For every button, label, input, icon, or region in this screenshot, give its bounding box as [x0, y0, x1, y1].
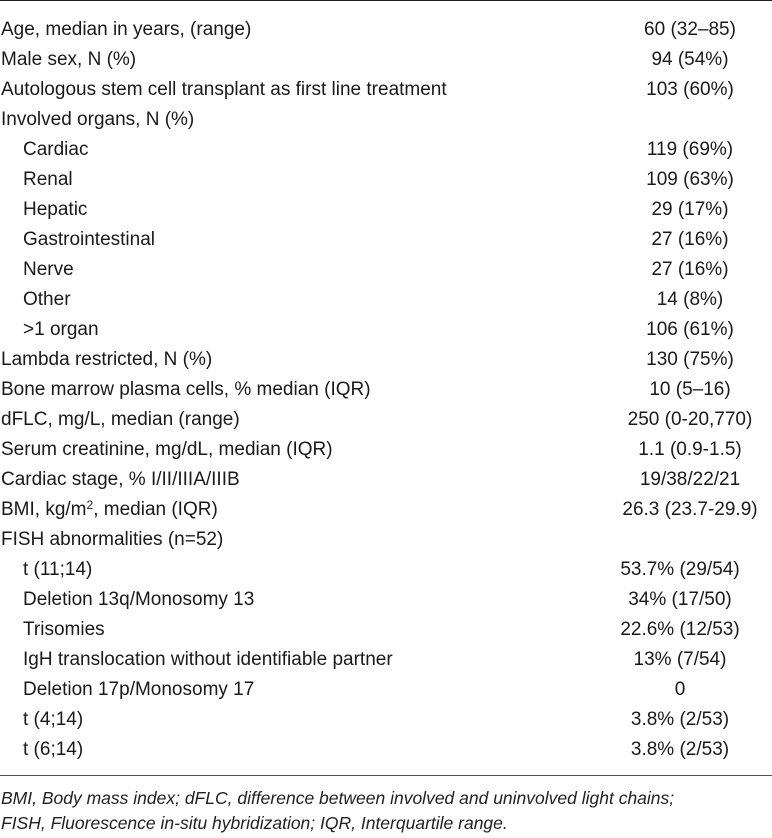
row-value: 26.3 (23.7-29.9)	[622, 499, 758, 520]
row-value: 10 (5–16)	[649, 379, 731, 400]
row-value: 53.7% (29/54)	[620, 559, 740, 580]
bmi-label-suffix: , median (IQR)	[93, 499, 218, 520]
row-label: t (11;14)	[23, 559, 93, 580]
table-row-bone-marrow-plasma-cells	[0, 375, 772, 405]
row-label: >1 organ	[23, 319, 99, 340]
row-label: Autologous stem cell transplant as first line treatment	[1, 79, 447, 100]
table-bottom-rule	[0, 775, 772, 776]
row-label: t (6;14)	[23, 739, 84, 760]
row-label: IgH translocation without identifiable partner	[23, 649, 393, 670]
footnote-line: BMI, Body mass index; dFLC, difference between involved and uninvolved light chains;	[1, 788, 675, 808]
row-label: Gastrointestinal	[23, 229, 156, 250]
table-footnote	[1, 786, 771, 836]
table-row-male-sex	[0, 45, 772, 75]
row-value: 3.8% (2/53)	[630, 709, 730, 730]
table-row-multi-organ	[0, 315, 772, 345]
row-value: 19/38/22/21	[639, 469, 741, 490]
row-value: 27 (16%)	[651, 259, 729, 280]
table-row-involved-organs-header	[0, 105, 772, 135]
row-value: 103 (60%)	[646, 79, 734, 100]
table-row-deletion-13q	[0, 585, 772, 615]
row-label: Involved organs, N (%)	[1, 109, 195, 130]
table-row-renal	[0, 165, 772, 195]
row-label: Trisomies	[23, 619, 105, 640]
table-row-age	[0, 15, 772, 45]
table-row-trisomies	[0, 615, 772, 645]
row-label: dFLC, mg/L, median (range)	[1, 409, 240, 430]
table-row-t-6-14	[0, 735, 772, 765]
table-row-cardiac-stage	[0, 465, 772, 495]
row-value: 1.1 (0.9-1.5)	[638, 439, 742, 460]
table-row-hepatic	[0, 195, 772, 225]
table-row-cardiac	[0, 135, 772, 165]
table-row-gastrointestinal	[0, 225, 772, 255]
table-row-igh-translocation	[0, 645, 772, 675]
table-row-t-4-14	[0, 705, 772, 735]
row-label: Deletion 13q/Monosomy 13	[23, 589, 255, 610]
row-value: 94 (54%)	[651, 49, 729, 70]
table-row-serum-creatinine	[0, 435, 772, 465]
row-label: t (4;14)	[23, 709, 84, 730]
row-label: Male sex, N (%)	[1, 49, 137, 70]
bmi-label-superscript: 2	[86, 498, 94, 512]
table-row-fish-header	[0, 525, 772, 555]
row-label: Renal	[23, 169, 73, 190]
row-value: 250 (0-20,770)	[627, 409, 753, 430]
row-value: 13% (7/54)	[633, 649, 727, 670]
row-label: Serum creatinine, mg/dL, median (IQR)	[1, 439, 333, 460]
footnote-line: FISH, Fluorescence in-situ hybridization; IQR, Interquartile range.	[1, 813, 508, 833]
table-row-bmi	[0, 495, 772, 525]
row-label: Deletion 17p/Monosomy 17	[23, 679, 255, 700]
characteristics-table	[0, 15, 772, 765]
row-value: 27 (16%)	[651, 229, 729, 250]
row-label: Nerve	[23, 259, 74, 280]
row-value: 130 (75%)	[646, 349, 734, 370]
row-value: 34% (17/50)	[628, 589, 732, 610]
row-label: Age, median in years, (range)	[1, 19, 252, 40]
row-value: 22.6% (12/53)	[620, 619, 740, 640]
bmi-label-prefix: BMI, kg/m	[1, 499, 87, 520]
row-label: Bone marrow plasma cells, % median (IQR)	[1, 379, 371, 400]
row-label: Other	[23, 289, 71, 310]
table-top-rule	[0, 0, 772, 1]
table-row-autologous-transplant	[0, 75, 772, 105]
row-label: Cardiac stage, % I/II/IIIA/IIIB	[1, 469, 240, 490]
row-value: 0	[674, 679, 686, 700]
row-label	[1, 495, 218, 525]
row-label: Cardiac	[23, 139, 89, 160]
row-label: Hepatic	[23, 199, 88, 220]
table-row-nerve	[0, 255, 772, 285]
row-label: FISH abnormalities (n=52)	[1, 529, 224, 550]
row-value: 3.8% (2/53)	[630, 739, 730, 760]
table-row-t-11-14	[0, 555, 772, 585]
row-value: 119 (69%)	[646, 139, 734, 160]
table-row-deletion-17p	[0, 675, 772, 705]
row-value: 109 (63%)	[646, 169, 734, 190]
row-value: 106 (61%)	[646, 319, 734, 340]
table-row-lambda-restricted	[0, 345, 772, 375]
row-label: Lambda restricted, N (%)	[1, 349, 213, 370]
row-value: 14 (8%)	[656, 289, 724, 310]
row-value: 60 (32–85)	[644, 19, 736, 40]
row-value: 29 (17%)	[651, 199, 729, 220]
table-row-other	[0, 285, 772, 315]
table-row-dflc	[0, 405, 772, 435]
